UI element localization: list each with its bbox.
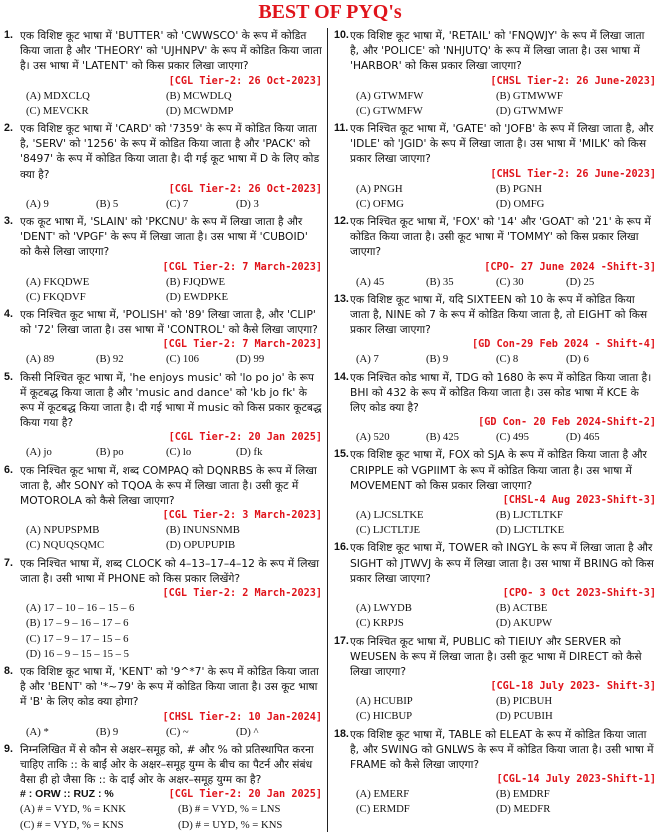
question-block bbox=[4, 742, 322, 833]
question-text: एक विशिष्ट कूट भाषा में, TABLE को ELEAT के रूप में कोडित किया जाता है, और SWING को GNLWS के रूप में कोडित किया जाता है। उसी भाषा में FRAME को कैसे लिखा जाएगा? bbox=[350, 727, 654, 771]
question-block bbox=[334, 214, 656, 290]
question-row bbox=[334, 214, 656, 260]
option: (C) FKQDVF bbox=[26, 290, 86, 303]
exam-source: [CGL Tier-2: 7 March-2023] bbox=[162, 261, 322, 273]
question-block bbox=[334, 28, 656, 119]
option: (A) LJCSLTKE bbox=[356, 509, 424, 522]
question-number: 8. bbox=[4, 664, 13, 677]
option: (D) EWDPKE bbox=[166, 290, 229, 303]
option: (B) ACTBE bbox=[496, 602, 548, 615]
question-block bbox=[4, 463, 322, 554]
exam-source: [CPO- 27 June 2024 -Shift-3] bbox=[484, 261, 656, 273]
exam-source: [CHSL Tier-2: 10 Jan-2024] bbox=[162, 711, 322, 723]
option: (B) PGNH bbox=[496, 182, 543, 195]
question-block bbox=[4, 307, 322, 368]
question-block bbox=[4, 121, 322, 212]
option: (A) 9 bbox=[26, 197, 49, 210]
option: (A) 520 bbox=[356, 431, 390, 444]
option: (D) AKUPW bbox=[496, 617, 553, 630]
exam-source: [GD Con- 20 Feb 2024-Shift-2] bbox=[478, 417, 656, 429]
option: (D) PCUBIH bbox=[496, 710, 553, 723]
question-row bbox=[334, 28, 656, 74]
question-row bbox=[4, 556, 322, 586]
option: (D) 99 bbox=[236, 353, 265, 366]
option: (A) FKQDWE bbox=[26, 275, 90, 288]
option: (C) LJCTLTJE bbox=[356, 524, 421, 537]
question-row bbox=[4, 121, 322, 182]
options-list bbox=[4, 275, 322, 305]
option: (B) INUNSNMB bbox=[166, 524, 240, 537]
option: (D) ^ bbox=[236, 725, 259, 738]
option: (B) 9 bbox=[426, 353, 449, 366]
question-text: एक निश्चित कूट भाषा में, 'GATE' को 'JOFB' के रूप में लिखा जाता है, और 'IDLE' को 'JGID' के रूप में लिखा जाता है। उस भाषा में 'MILK' को किस प्रकार लिखा जाएगा? bbox=[350, 122, 654, 166]
option: (A) jo bbox=[26, 446, 52, 459]
question-number: 7. bbox=[4, 556, 13, 569]
option: (B) 9 bbox=[96, 725, 119, 738]
option: (C) HICBUP bbox=[356, 710, 413, 723]
exam-source: [CHSL Tier-2: 26 June-2023] bbox=[490, 168, 656, 180]
option: (D) 465 bbox=[566, 431, 600, 444]
question-number: 14. bbox=[334, 370, 349, 383]
option: (A) LWYDB bbox=[356, 602, 412, 615]
option: (A) 89 bbox=[26, 353, 55, 366]
option: (D) 6 bbox=[566, 353, 589, 366]
question-row bbox=[334, 121, 656, 167]
option: (C) 30 bbox=[496, 275, 524, 288]
option: (B) PICBUH bbox=[496, 695, 553, 708]
question-block bbox=[4, 28, 322, 119]
question-text: निम्नलिखित में से कौन से अक्षर–समूह को, # और % को प्रतिस्थापित करना चाहिए ताकि :: के बाईं ओर के अक्षर–समूह युग्म के बीच का पैटर्न और संबंध वैसा ही हो जैसा कि :: के दाईं ओर के अक्षर–समूह युग्म का है? bbox=[20, 742, 314, 787]
option: (A) PNGH bbox=[356, 182, 403, 195]
options-list bbox=[4, 802, 322, 832]
exam-source: [CGL Tier-2: 26 Oct-2023] bbox=[168, 75, 322, 87]
question-row bbox=[334, 727, 656, 773]
options-list bbox=[4, 445, 322, 460]
option: (D) MEDFR bbox=[496, 803, 551, 816]
options-list bbox=[4, 352, 322, 367]
question-row bbox=[4, 463, 322, 509]
left-column bbox=[4, 28, 322, 830]
option: (A) MDXCLQ bbox=[26, 89, 90, 102]
question-row bbox=[4, 370, 322, 431]
option: (C) OFMG bbox=[356, 197, 404, 210]
options-list bbox=[334, 352, 656, 367]
question-block bbox=[334, 121, 656, 212]
option: (C) 106 bbox=[166, 353, 199, 366]
question-row bbox=[334, 540, 656, 586]
question-text: एक निश्चित भाषा में, शब्द CLOCK को 4–13–17–4–12 के रूप में लिखा जाता है। उसी भाषा में PHONE को किस प्रकार लिखेंगे? bbox=[20, 556, 320, 585]
option: (A) 45 bbox=[356, 275, 385, 288]
option: (C) ~ bbox=[166, 725, 189, 738]
options-list bbox=[334, 275, 656, 290]
question-number: 15. bbox=[334, 448, 349, 461]
column-divider bbox=[327, 28, 328, 832]
question-row bbox=[4, 28, 322, 74]
question-text: एक विशिष्ट कूट भाषा में 'CARD' को '7359' के रूप में कोडित किया जाता है, 'SERV' को '1256' के रूप में कोडित किया जाता है और 'PACK' को '8497' के रूप में कोडित किया जाता है। दी गई कूट भाषा में D के लिए कोड क्या है? bbox=[20, 122, 320, 181]
question-text: एक विशिष्ट कूट भाषा में, TOWER को INGYL के रूप में लिखा जाता है और SIGHT को JTWVJ के रूप में लिखा जाता है। उस भाषा में BRING को किस प्रकार लिखा जाएगा? bbox=[350, 541, 654, 585]
exam-source: [CGL Tier-2: 20 Jan 2025] bbox=[168, 789, 322, 801]
question-number: 16. bbox=[334, 541, 349, 554]
option: (D) 25 bbox=[566, 275, 595, 288]
options-list bbox=[334, 89, 656, 119]
question-block bbox=[334, 292, 656, 368]
question-number: 1. bbox=[4, 29, 13, 41]
option: (A) # = VYD, % = KNK bbox=[20, 803, 126, 816]
options-list bbox=[4, 523, 322, 553]
options-list bbox=[334, 182, 656, 212]
question-block bbox=[334, 447, 656, 538]
exam-source: [CHSL Tier-2: 26 June-2023] bbox=[490, 75, 656, 87]
options-list bbox=[334, 694, 656, 724]
question-text: एक निश्चित कूट भाषा में, शब्द COMPAQ को DQNRBS के रूप में लिखा जाता है, और SONY को TQOA के रूप में लिखा जाता है। उसी कूट में MOTOROLA को कैसे लिखा जाएगा? bbox=[20, 463, 317, 508]
exam-source: [CGL Tier-2: 3 March-2023] bbox=[162, 510, 322, 522]
option: (A) * bbox=[26, 725, 49, 738]
question-block bbox=[4, 556, 322, 662]
question-text: किसी निश्चित कूट भाषा में, 'he enjoys music' को 'lo po jo' के रूप में कूटबद्ध किया जाता है और 'music and dance' को 'kb jo fk' के रूप में कूटबद्ध किया जाता है। दी गई भाषा में music को किस प्रकार कूटबद्ध किया गया है? bbox=[20, 370, 322, 430]
question-row bbox=[4, 742, 322, 788]
option: (D) MCWDMP bbox=[166, 104, 234, 117]
options-list bbox=[334, 601, 656, 631]
question-text: एक निश्चित कूट भाषा में, 'POLISH' को '89' लिखा जाता है, और 'CLIP' को '72' लिखा जाता है। उस भाषा में 'CONTROL' को कैसे लिखा जाएगा? bbox=[20, 308, 318, 337]
option: (C) 495 bbox=[496, 431, 529, 444]
options-list bbox=[4, 725, 322, 740]
question-block bbox=[4, 214, 322, 305]
question-number: 2. bbox=[4, 122, 13, 135]
question-text: एक कूट भाषा में, 'SLAIN' को 'PKCNU' के रूप में लिखा जाता है और 'DENT' को 'VPGF' के रूप में लिखा जाता है। उस भाषा में 'CUBOID' को कैसे लिखा जाएगा? bbox=[20, 215, 308, 259]
question-number: 11. bbox=[334, 122, 349, 135]
options-list bbox=[334, 787, 656, 817]
pattern-row bbox=[4, 787, 322, 802]
option: (C) MEVCKR bbox=[26, 104, 89, 117]
exam-source: [CGL-18 July 2023- Shift-3] bbox=[490, 681, 656, 693]
exam-source: [CGL-14 July 2023-Shift-1] bbox=[496, 774, 656, 786]
option: (B) 17 – 9 – 16 – 17 – 6 bbox=[26, 617, 129, 630]
question-block bbox=[4, 664, 322, 740]
question-text: एक विशिष्ट कूट भाषा में, यदि SIXTEEN को 10 के रूप में कोडित किया जाता है, NINE को 7 के रूप में कोडित किया जाता है, तो EIGHT को किस प्रकार लिखा जाएगा? bbox=[350, 292, 648, 337]
option: (D) OPUPUPIB bbox=[166, 539, 236, 552]
option: (D) 3 bbox=[236, 197, 259, 210]
question-row bbox=[4, 307, 322, 337]
option: (A) NPUPSPMB bbox=[26, 524, 100, 537]
exam-source: [CHSL-4 Aug 2023-Shift-3] bbox=[502, 495, 656, 507]
option: (B) 5 bbox=[96, 197, 119, 210]
option: (C) ERMDF bbox=[356, 803, 410, 816]
question-number: 10. bbox=[334, 29, 349, 41]
exam-source: [CGL Tier-2: 2 March-2023] bbox=[162, 588, 322, 600]
option: (B) LJCTLTKF bbox=[496, 509, 563, 522]
question-number: 13. bbox=[334, 292, 349, 305]
option: (C) 7 bbox=[166, 197, 189, 210]
exam-source: [CGL Tier-2: 7 March-2023] bbox=[162, 339, 322, 351]
question-text: एक विशिष्ट कूट भाषा में, FOX को SJA के रूप में कोडित किया जाता है और CRIPPLE को VGPIIMT के रूप में कोडित किया जाता है। उस भाषा में MOVEMENT को किस प्रकार लिखा जाएगा? bbox=[350, 448, 647, 492]
option: (D) fk bbox=[236, 446, 263, 459]
question-row bbox=[334, 292, 656, 338]
question-number: 3. bbox=[4, 215, 13, 228]
question-text: एक विशिष्ट कूट भाषा में 'BUTTER' को 'CWWSCO' के रूप में कोडित किया जाता है और 'THEORY' को 'UJHNPV' के रूप में कोडित किया जाता है। उस भाषा में 'LATENT' को किस प्रकार लिखा जाएगा? bbox=[20, 29, 322, 73]
option: (B) MCWDLQ bbox=[166, 89, 232, 102]
question-block bbox=[334, 540, 656, 631]
options-list bbox=[4, 197, 322, 212]
question-number: 4. bbox=[4, 308, 13, 321]
option: (A) GTWMFW bbox=[356, 89, 424, 102]
option: (C) NQUQSQMC bbox=[26, 539, 105, 552]
question-row bbox=[4, 214, 322, 260]
question-number: 18. bbox=[334, 727, 349, 740]
option: (D) GTWMWF bbox=[496, 104, 564, 117]
option: (B) 425 bbox=[426, 431, 459, 444]
question-block bbox=[334, 727, 656, 818]
pattern-text: # : ORW :: RUZ : % bbox=[20, 788, 114, 801]
option: (C) GTWMFW bbox=[356, 104, 423, 117]
option: (C) # = VYD, % = KNS bbox=[20, 818, 124, 831]
option: (D) # = UYD, % = KNS bbox=[178, 818, 283, 831]
option: (C) lo bbox=[166, 446, 192, 459]
exam-source: [CGL Tier-2: 26 Oct-2023] bbox=[168, 183, 322, 195]
question-number: 9. bbox=[4, 742, 13, 755]
question-row bbox=[334, 370, 656, 416]
page-title: BEST OF PYQ's bbox=[258, 1, 402, 23]
exam-source: [CGL Tier-2: 20 Jan 2025] bbox=[168, 432, 322, 444]
option: (B) # = VYD, % = LNS bbox=[178, 803, 281, 816]
question-text: एक निश्चित कूट भाषा में, PUBLIC को TIEIUY और SERVER को WEUSEN के रूप में लिखा जाता है। उसी कूट भाषा में DIRECT को कैसे लिखा जाएगा? bbox=[350, 634, 642, 678]
question-block bbox=[334, 370, 656, 446]
question-number: 5. bbox=[4, 370, 13, 383]
options-list bbox=[334, 430, 656, 445]
options-list bbox=[4, 89, 322, 119]
question-block bbox=[4, 370, 322, 461]
option: (B) 35 bbox=[426, 275, 454, 288]
option: (A) 7 bbox=[356, 353, 379, 366]
question-row bbox=[334, 447, 656, 493]
question-block bbox=[334, 634, 656, 725]
option: (A) 17 – 10 – 16 – 15 – 6 bbox=[26, 602, 135, 615]
question-number: 12. bbox=[334, 215, 349, 228]
right-column bbox=[334, 28, 656, 830]
options-list bbox=[334, 508, 656, 538]
option: (A) HCUBIP bbox=[356, 695, 413, 708]
options-list bbox=[4, 601, 322, 662]
option: (B) GTMWWF bbox=[496, 89, 563, 102]
option: (A) EMERF bbox=[356, 788, 410, 801]
option: (D) 16 – 9 – 15 – 15 – 5 bbox=[26, 647, 130, 660]
exam-source: [CPO- 3 Oct 2023-Shift-3] bbox=[502, 588, 656, 600]
exam-source: [GD Con-29 Feb 2024 - Shift-4] bbox=[471, 339, 656, 351]
question-text: एक निश्चित कोड भाषा में, TDG को 1680 के रूप में कोडित किया जाता है। BHI को 432 के रूप में कोडित किया जाता है। उस कोड भाषा में KCE के लिए कोड क्या है? bbox=[350, 370, 652, 415]
option: (C) 8 bbox=[496, 353, 519, 366]
question-number: 6. bbox=[4, 463, 13, 476]
option: (B) po bbox=[96, 446, 124, 459]
option: (B) 92 bbox=[96, 353, 124, 366]
question-row bbox=[334, 634, 656, 680]
option: (C) 17 – 9 – 17 – 15 – 6 bbox=[26, 632, 129, 645]
option: (B) FJQDWE bbox=[166, 275, 226, 288]
option: (C) KRPJS bbox=[356, 617, 404, 630]
question-row bbox=[4, 664, 322, 710]
question-text: एक विशिष्ट कूट भाषा में, 'RETAIL' को 'FNQWJY' के रूप में लिखा जाता है, और 'POLICE' को 'NHJUTQ' के रूप में लिखा जाता है। उस भाषा में 'HARBOR' को किस प्रकार लिखा जाएगा? bbox=[350, 29, 645, 73]
question-text: एक निश्चित कूट भाषा में, 'FOX' को '14' और 'GOAT' को '21' के रूप में कोडित किया जाता है। उसी कूट भाषा में 'TOMMY' को किस प्रकार लिखा जाएगा? bbox=[350, 215, 651, 259]
option: (D) OMFG bbox=[496, 197, 545, 210]
option: (D) LJCTLTKE bbox=[496, 524, 565, 537]
question-number: 17. bbox=[334, 634, 349, 647]
option: (B) EMDRF bbox=[496, 788, 550, 801]
question-text: एक विशिष्ट कूट भाषा में, 'KENT' को '9^*7' के रूप में कोडित किया जाता है और 'BENT' को '*~79' के रूप में कोडित किया जाता है। उस कूट भाषा में 'B' के लिए कोड क्या होगा? bbox=[20, 664, 319, 709]
